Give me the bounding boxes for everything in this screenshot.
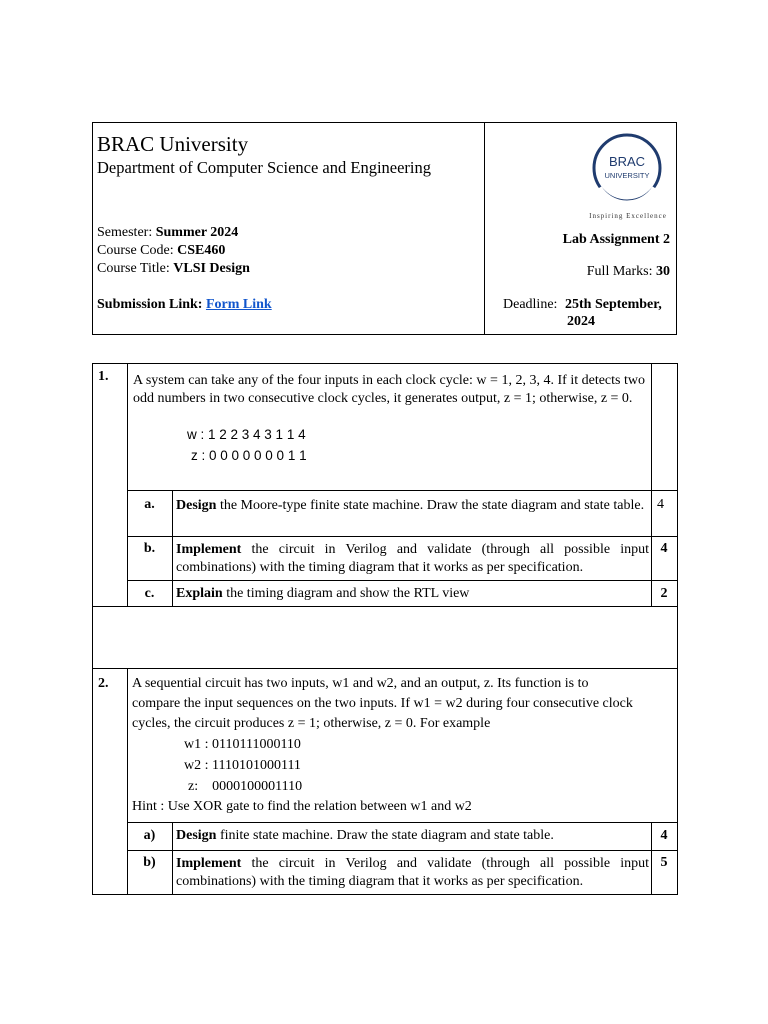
course-title-label: Course Title: (97, 261, 170, 276)
q1-part-c-text (176, 586, 649, 602)
q1-part-b-label: b. (143, 541, 156, 556)
q1-row-a-top (127, 490, 677, 491)
question-1-table (92, 363, 678, 607)
course-code (97, 243, 225, 259)
logo-text-bottom: UNIVERSITY (604, 171, 650, 180)
q2-part-b-text (176, 855, 649, 891)
full-marks (587, 264, 670, 280)
course-title (97, 261, 250, 277)
header-left (93, 123, 485, 334)
submission-label: Submission Link: (97, 297, 203, 312)
q1-part-a-rest: the Moore-type finite state machine. Draw the state diagram and state table. (216, 498, 645, 513)
question-2-line-1: A sequential circuit has two inputs, w1 and w2, and an output, z. Its function is to (132, 676, 589, 691)
q1-divider (127, 364, 128, 606)
q1-part-a-verb: Design (176, 498, 217, 513)
question-2-line-3: cycles, the circuit produces z = 1; otherwise, z = 0. For example (132, 716, 491, 731)
question-1-text: A system can take any of the four inputs in each clock cycle: w = 1, 2, 3, 4. If it detects two odd numbers in two consecutive clock cycles, it generates output, z = 1; otherwise, z = 0. (133, 373, 645, 406)
deadline-date-line1: 25th September, (565, 297, 662, 312)
question-1-w-sequence: w : 1 2 2 3 4 3 1 1 4 (187, 427, 306, 442)
q2-part-b-marks: 5 (660, 855, 668, 870)
q1-part-b-rest: the circuit in Verilog and validate (through all possible input combinations) with the timing diagram that it works as per specification. (176, 542, 649, 575)
semester (97, 225, 238, 241)
q1-marks-divider (651, 364, 652, 606)
q2-part-a-rest: finite state machine. Draw the state diagram and state table. (216, 828, 554, 843)
question-2-line-2: compare the input sequences on the two inputs. If w1 = w2 during four consecutive clock (132, 696, 633, 711)
university-name: BRAC University (97, 132, 249, 156)
q2-part-a-text (176, 828, 649, 844)
form-link[interactable]: Form Link (205, 297, 272, 312)
question-2-w2: w2 : 1110101000111 (184, 758, 301, 773)
semester-value: Summer 2024 (155, 225, 239, 240)
q2-part-b-label: b) (143, 855, 156, 870)
assignment-title: Lab Assignment 2 (562, 232, 670, 247)
full-marks-label: Full Marks: (586, 264, 653, 279)
q1-part-c-rest: the timing diagram and show the RTL view (222, 586, 470, 601)
question-2-number: 2. (98, 676, 109, 691)
q2-row-a-top (127, 822, 677, 823)
q2-part-b-verb: Implement (176, 856, 242, 871)
q1-part-c-verb: Explain (176, 586, 223, 601)
q1-part-a-label: a. (144, 497, 155, 512)
question-1-z-sequence: z : 0 0 0 0 0 0 0 1 1 (191, 448, 307, 463)
course-code-label: Course Code: (97, 243, 174, 258)
question-2-w1: w1 : 0110111000110 (184, 737, 301, 752)
question-1-number: 1. (98, 369, 109, 384)
logo-text-top: BRAC (608, 154, 646, 169)
q2-part-a-marks: 4 (660, 828, 668, 843)
logo-ring-gap (599, 188, 655, 204)
header-box (92, 122, 677, 335)
question-2-hint: Hint : Use XOR gate to find the relation between w1 and w2 (132, 799, 472, 814)
semester-label: Semester: (97, 225, 153, 240)
logo-tagline: Inspiring Excellence (589, 212, 667, 220)
q2-part-a-verb: Design (176, 828, 217, 843)
q2-label-divider (172, 822, 173, 894)
q1-part-b-text (176, 541, 649, 577)
q2-row-b-top (127, 850, 677, 851)
q1-row-c-top (127, 580, 677, 581)
full-marks-value: 30 (656, 264, 670, 279)
question-2-table (92, 668, 678, 895)
course-code-value: CSE460 (177, 243, 226, 258)
deadline-date-line2: 2024 (567, 314, 595, 329)
q2-part-a-label: a) (143, 828, 156, 843)
q1-part-c-marks: 2 (660, 586, 668, 601)
department-name: Department of Computer Science and Engineering (97, 158, 432, 177)
deadline-label: Deadline: (503, 297, 558, 312)
q1-label-divider (172, 490, 173, 606)
q1-row-b-top (127, 536, 677, 537)
spacer-row (92, 606, 678, 669)
q1-part-b-verb: Implement (176, 542, 242, 557)
q1-part-b-marks: 4 (660, 541, 668, 556)
brac-university-logo (585, 130, 675, 220)
q1-part-a-text (176, 497, 649, 514)
submission (97, 297, 272, 313)
q1-part-c-label: c. (144, 586, 155, 601)
course-title-value: VLSI Design (173, 261, 250, 276)
q2-part-b-rest: the circuit in Verilog and validate (through all possible input combinations) with the timing diagram that it works as per specification. (176, 856, 649, 889)
q1-part-a-marks: 4 (657, 497, 664, 512)
question-2-z: z: 0000100001110 (188, 779, 303, 794)
